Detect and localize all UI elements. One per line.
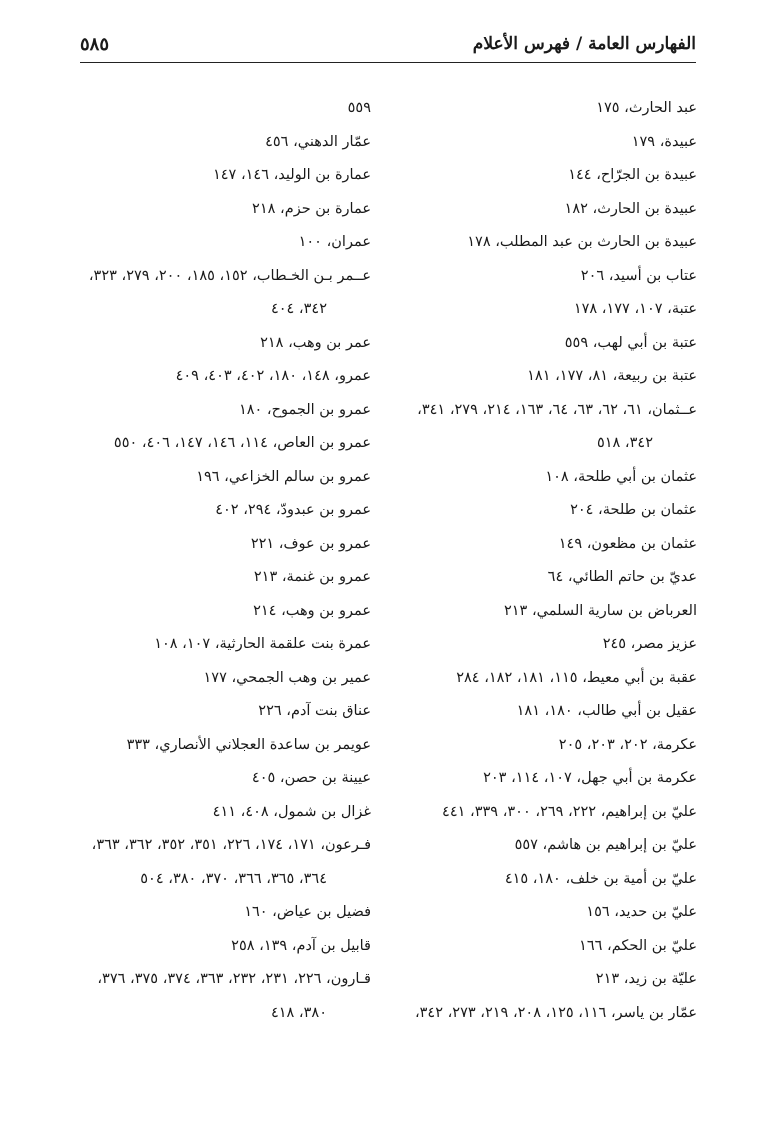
index-entry: غزال بن شمول، ٤٠٨، ٤١١ xyxy=(212,803,371,820)
index-entry: عبد الحارث، ١٧٥ xyxy=(596,100,697,116)
index-entry: عمران، ١٠٠ xyxy=(298,234,371,250)
header-rule xyxy=(80,62,696,63)
index-entry: عكرمة بن أبي جهل، ١٠٧، ١١٤، ٢٠٣ xyxy=(483,770,697,786)
index-entry: عبيدة بن الحارث، ١٨٢ xyxy=(564,200,697,217)
page-number: ٥٨٥ xyxy=(80,34,110,55)
index-entry-continuation: ٥٥٩ xyxy=(347,100,371,116)
index-entry: عمّار بن ياسر، ١١٦، ١٢٥، ٢٠٨، ٢١٩، ٢٧٣، ٣٤٢، xyxy=(414,1004,697,1021)
index-entry: عويمر بن ساعدة العجلاني الأنصاري، ٣٣٣ xyxy=(126,736,371,753)
index-entry: عتبة بن ربيعة، ٨١، ١٧٧، ١٨١ xyxy=(527,368,697,384)
index-entry: عديّ بن حاتم الطائي، ٦٤ xyxy=(547,569,697,585)
index-entry-continuation: ٣٤٢، ٥١٨ xyxy=(596,435,653,451)
index-entry: عمرو بن العاص، ١١٤، ١٤٦، ١٤٧، ٤٠٦، ٥٥٠ xyxy=(113,435,371,451)
index-entry: عمرو بن غنمة، ٢١٣ xyxy=(253,569,371,585)
index-entry: قـارون، ٢٢٦، ٢٣١، ٢٣٢، ٣٦٣، ٣٧٤، ٣٧٥، ٣٧٦، xyxy=(97,971,371,987)
index-entry: عمارة بن حزم، ٢١٨ xyxy=(252,200,371,217)
index-entry: عمرو، ١٤٨، ١٨٠، ٤٠٢، ٤٠٣، ٤٠٩ xyxy=(175,368,371,384)
index-entry-continuation: ٣٤٢، ٤٠٤ xyxy=(270,301,327,317)
index-entry: عــمر بـن الخـطاب، ١٥٢، ١٨٥، ٢٠٠، ٢٧٩، ٣٢٣، xyxy=(88,267,371,284)
index-entry: عمرة بنت علقمة الحارثية، ١٠٧، ١٠٨ xyxy=(154,636,371,652)
index-entry: عمرو بن عبدودّ، ٢٩٤، ٤٠٢ xyxy=(215,502,371,518)
index-entry: عثمان بن طلحة، ٢٠٤ xyxy=(570,502,697,518)
index-entry: قابيل بن آدم، ١٣٩، ٢٥٨ xyxy=(231,937,371,954)
index-entry: عقبة بن أبي معيط، ١١٥، ١٨١، ١٨٢، ٢٨٤ xyxy=(456,669,697,686)
index-entry: عثمان بن مظعون، ١٤٩ xyxy=(558,535,697,552)
index-column-right xyxy=(401,92,697,1030)
index-entry: عليّ بن إبراهيم، ٢٢٢، ٢٦٩، ٣٠٠، ٣٣٩، ٤٤١ xyxy=(442,803,697,820)
index-entry-continuation: ٣٨٠، ٤١٨ xyxy=(270,1004,327,1021)
index-entry: عتبة، ١٠٧، ١٧٧، ١٧٨ xyxy=(573,301,697,317)
index-entry: عمر بن وهب، ٢١٨ xyxy=(260,334,371,351)
index-entry: عناق بنت آدم، ٢٢٦ xyxy=(258,703,371,719)
index-entry: عمرو بن الجموح، ١٨٠ xyxy=(238,401,371,418)
index-entry: عبيدة بن الحارث بن عبد المطلب، ١٧٨ xyxy=(467,234,697,250)
index-entry: عتاب بن أسيد، ٢٠٦ xyxy=(580,267,697,284)
index-entry: عمرو بن سالم الخزاعي، ١٩٦ xyxy=(196,468,371,485)
running-title: الفهارس العامة / فهرس الأعلام xyxy=(472,34,696,54)
index-entry: عليّة بن زيد، ٢١٣ xyxy=(595,971,697,987)
index-entry: عــثمان، ٦١، ٦٢، ٦٣، ٦٤، ١٦٣، ٢١٤، ٢٧٩، ٣٤١، xyxy=(417,401,697,418)
index-entry: عليّ بن الحكم، ١٦٦ xyxy=(579,937,697,954)
index-entry: عليّ بن إبراهيم بن هاشم، ٥٥٧ xyxy=(514,837,697,853)
index-column-left xyxy=(71,92,371,1030)
index-entry: فضيل بن عياض، ١٦٠ xyxy=(244,904,371,920)
index-entry: فـرعون، ١٧١، ١٧٤، ٢٢٦، ٣٥١، ٣٥٢، ٣٦٢، ٣٦٣، xyxy=(91,837,371,853)
index-entry: عثمان بن أبي طلحة، ١٠٨ xyxy=(545,468,697,485)
index-entry: عتبة بن أبي لهب، ٥٥٩ xyxy=(564,334,697,351)
index-entry: عكرمة، ٢٠٢، ٢٠٣، ٢٠٥ xyxy=(558,736,697,753)
index-entry: عبيدة، ١٧٩ xyxy=(631,133,697,150)
index-entry-continuation: ٣٦٤، ٣٦٥، ٣٦٦، ٣٧٠، ٣٨٠، ٥٠٤ xyxy=(140,870,327,887)
index-entry: عليّ بن حديد، ١٥٦ xyxy=(586,904,697,920)
index-entry: عبيدة بن الجرّاح، ١٤٤ xyxy=(568,167,697,183)
index-entry: عمرو بن وهب، ٢١٤ xyxy=(253,602,371,619)
index-entry: عمارة بن الوليد، ١٤٦، ١٤٧ xyxy=(212,167,371,183)
index-entry: عقيل بن أبي طالب، ١٨٠، ١٨١ xyxy=(516,703,697,719)
index-entry: عليّ بن أمية بن خلف، ١٨٠، ٤١٥ xyxy=(504,870,697,887)
index-entry: عيينة بن حصن، ٤٠٥ xyxy=(251,770,371,786)
index-entry: عمرو بن عوف، ٢٢١ xyxy=(250,535,371,552)
page-header xyxy=(80,32,696,62)
index-entry: عمّار الدهني، ٤٥٦ xyxy=(265,133,371,150)
index-entry: العرباض بن سارية السلمي، ٢١٣ xyxy=(503,602,697,619)
index-entry: عزيز مصر، ٢٤٥ xyxy=(602,636,697,652)
index-entry: عمير بن وهب الجمحي، ١٧٧ xyxy=(203,669,371,686)
